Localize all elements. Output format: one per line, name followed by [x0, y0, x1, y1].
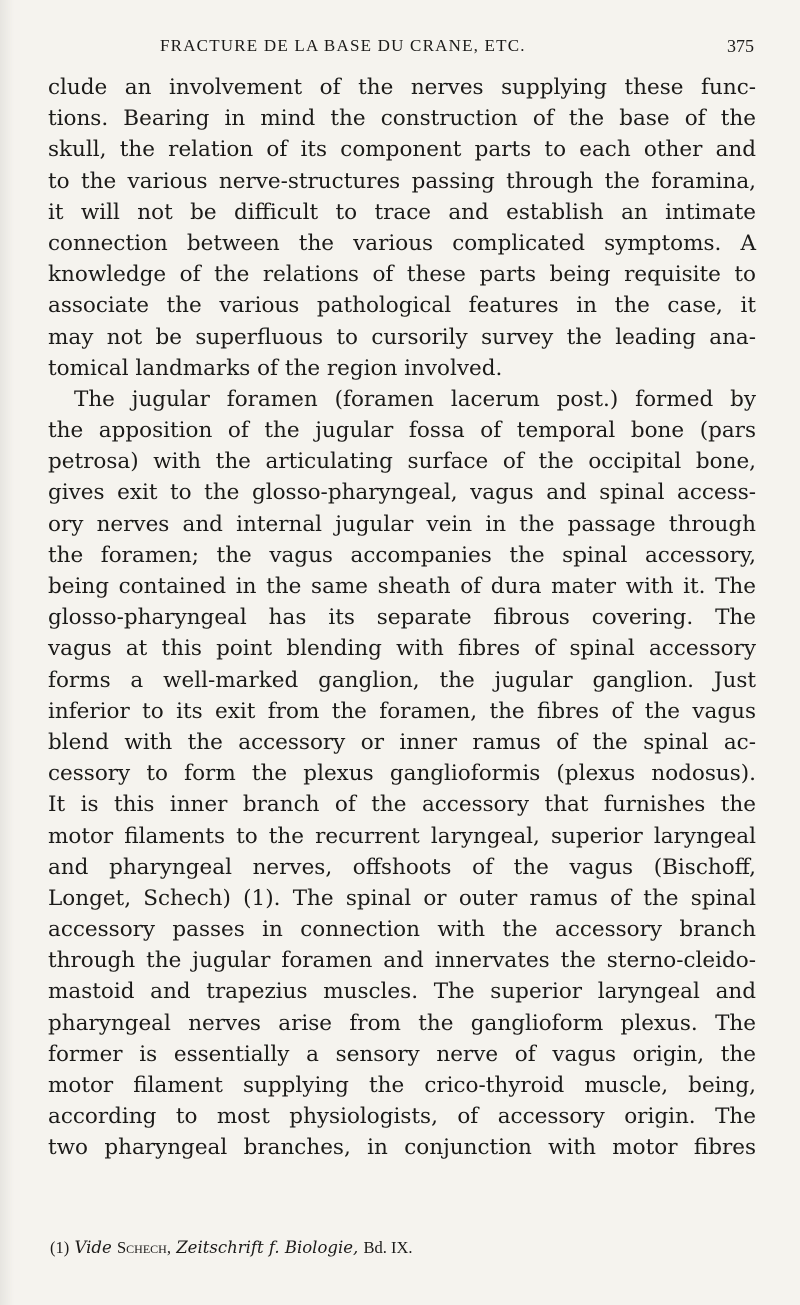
text-line: according to most physiologists, of accessory origin. The: [48, 1104, 756, 1130]
text-line: being contained in the same sheath of dura mater with it. The: [48, 574, 756, 599]
text-line: tions. Bearing in mind the construction of the base of the: [48, 106, 756, 132]
text-line: clude an involvement of the nerves supplying these func-: [48, 75, 756, 100]
text-line: connection between the various complicated symptoms. A: [48, 230, 756, 256]
text-line: Longet, Schech) (1). The spinal or outer ramus of the spinal: [48, 885, 756, 911]
text-line: inferior to its exit from the foramen, the fibres of the vagus: [48, 698, 756, 724]
text-line: vagus at this point blending with fibres of spinal accessory: [48, 636, 756, 662]
text-line: gives exit to the glosso-pharyngeal, vagus and spinal access-: [48, 480, 756, 506]
text-line: former is essentially a sensory nerve of vagus origin, the: [48, 1041, 756, 1067]
text-line: cessory to form the plexus ganglioformis (plexus nodosus).: [48, 761, 756, 787]
running-title: FRACTURE DE LA BASE DU CRANE, ETC.: [160, 36, 526, 55]
text-line: motor filament supplying the crico-thyroid muscle, being,: [48, 1073, 756, 1098]
text-line: and pharyngeal nerves, offshoots of the vagus (Bischoff,: [48, 854, 756, 880]
footnote-vide: Vide: [74, 1238, 112, 1257]
text-line: forms a well-marked ganglion, the jugular ganglion. Just: [48, 667, 756, 693]
text-line: The jugular foramen (foramen lacerum post.) formed by: [74, 386, 756, 412]
text-line: blend with the accessory or inner ramus of the spinal ac-: [48, 729, 756, 755]
text-line: through the jugular foramen and innervates the sterno-cleido-: [48, 948, 756, 974]
body-text: [48, 72, 756, 1164]
footnote: [50, 1238, 750, 1258]
footnote-marker: (1): [50, 1238, 70, 1257]
text-line: the foramen; the vagus accompanies the spinal accessory,: [48, 542, 756, 568]
text-line: tomical landmarks of the region involved.: [48, 355, 503, 381]
text-line: skull, the relation of its component parts to each other and: [48, 137, 756, 163]
footnote-journal: Zeitschrift f. Biologie,: [176, 1238, 359, 1257]
text-line: mastoid and trapezius muscles. The superior laryngeal and: [48, 979, 756, 1005]
text-line: associate the various pathological features in the case, it: [48, 293, 756, 319]
text-line: knowledge of the relations of these parts being requisite to: [48, 262, 756, 288]
text-line: It is this inner branch of the accessory that furnishes the: [48, 792, 756, 818]
text-line: it will not be difficult to trace and establish an intimate: [48, 199, 756, 225]
text-line: ory nerves and internal jugular vein in the passage through: [48, 511, 756, 537]
text-line: accessory passes in connection with the accessory branch: [48, 917, 756, 943]
running-head: [48, 36, 754, 66]
text-line: motor filaments to the recurrent laryngeal, superior laryngeal: [48, 823, 756, 849]
page-number: 375: [727, 36, 754, 56]
text-line: the apposition of the jugular fossa of temporal bone (pars: [48, 418, 756, 444]
text-line: to the various nerve-structures passing through the foramina,: [48, 168, 756, 194]
footnote-author: Schech,: [116, 1238, 171, 1257]
footnote-volume: Bd. IX.: [363, 1238, 413, 1257]
text-line: pharyngeal nerves arise from the ganglioform plexus. The: [48, 1010, 756, 1036]
text-line: glosso-pharyngeal has its separate fibrous covering. The: [48, 605, 756, 631]
text-line: may not be superfluous to cursorily survey the leading ana-: [48, 324, 756, 350]
text-line: petrosa) with the articulating surface of the occipital bone,: [48, 449, 756, 475]
text-line: two pharyngeal branches, in conjunction with motor fibres: [48, 1135, 756, 1161]
